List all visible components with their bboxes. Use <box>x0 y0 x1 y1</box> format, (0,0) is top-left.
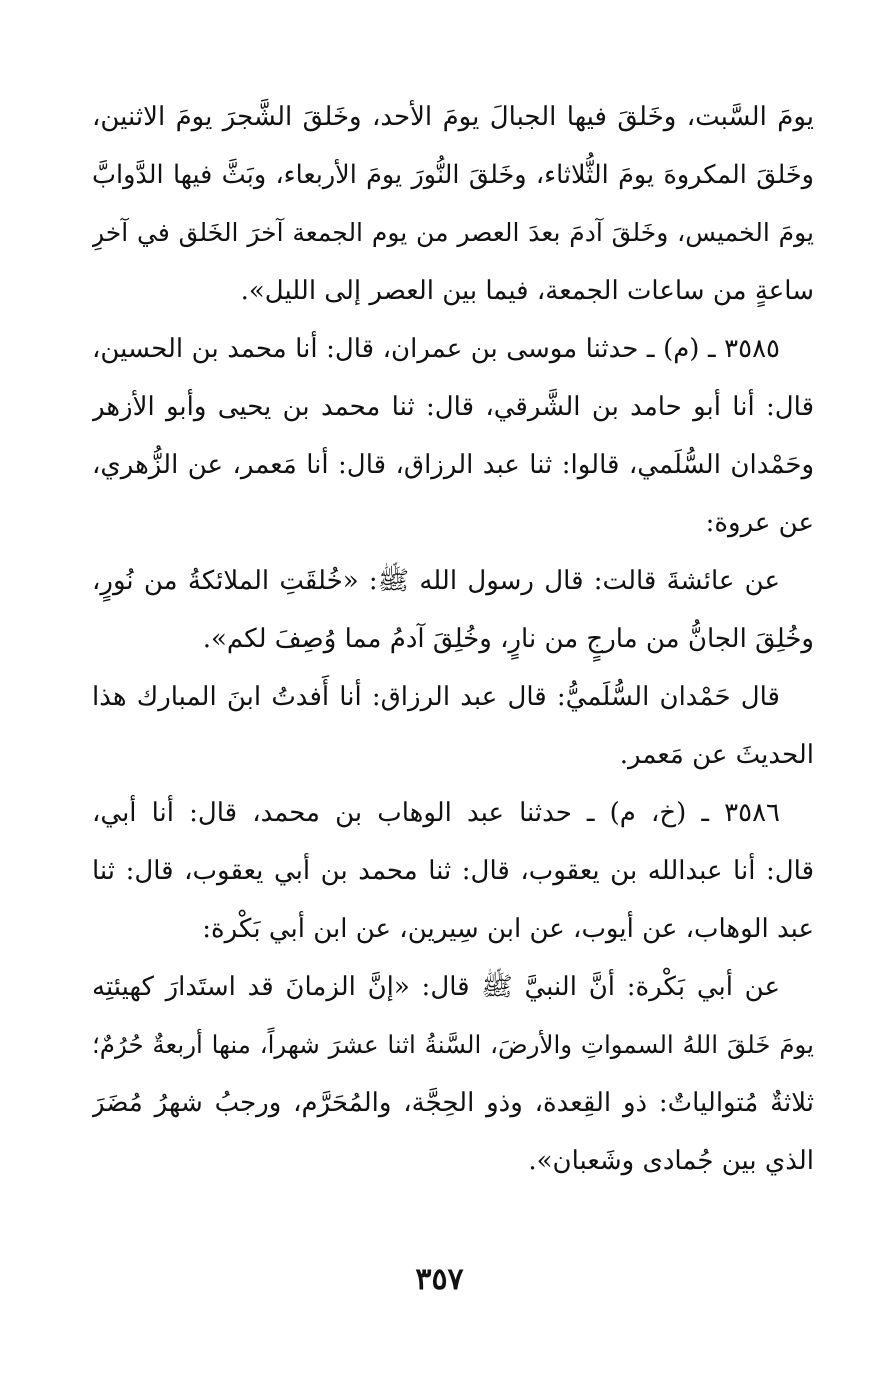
text-line: وخُلِقَ الجانُّ من مارجٍ من نارٍ، وخُلِقَ آدمُ مما وُصِفَ لكم». <box>202 624 814 654</box>
page-number: ٣٥٧ <box>415 1262 464 1297</box>
text-line: الحديثَ عن مَعمر. <box>619 740 814 770</box>
text-line: وحَمْدان السُّلَمي، قالوا: ثنا عبد الرزاق، قال: أنا مَعمر، عن الزُّهري، <box>92 450 814 480</box>
text-line: يومَ الخميس، وخَلقَ آدمَ بعدَ العصر من يوم الجمعة آخرَ الخَلق في آخرِ <box>92 218 814 247</box>
hadith-3586-header: ٣٥٨٦ ـ (خ، م) ـ حدثنا عبد الوهاب بن محمد، قال: أنا أبي، <box>92 798 780 828</box>
text-line: قال: أنا عبدالله بن يعقوب، قال: ثنا محمد بن أبي يعقوب، قال: ثنا <box>92 856 814 886</box>
text-line: عن عروة: <box>705 508 814 538</box>
text-line: ثلاثةٌ مُتوالياتٌ: ذو القِعدة، وذو الحِجَّة، والمُحَرَّم، ورجبُ شهرُ مُضَرَ <box>92 1088 814 1118</box>
text-line: عن أبي بَكْرة: أنَّ النبيَّ ﷺ قال: «إنَّ الزمانَ قد استَدارَ كهيئتِه <box>92 972 780 1002</box>
text-line: يومَ السَّبت، وخَلقَ فيها الجبالَ يومَ الأحد، وخَلقَ الشَّجرَ يومَ الاثنين، <box>92 102 814 132</box>
text-line: عبد الوهاب، عن أيوب، عن ابن سِيرين، عن ابن أبي بَكْرة: <box>202 914 814 944</box>
text-line: ساعةٍ من ساعات الجمعة، فيما بين العصر إلى الليل». <box>240 276 814 306</box>
text-line: عن عائشةَ قالت: قال رسول الله ﷺ: «خُلقَتِ الملائكةُ من نُورٍ، <box>92 566 780 596</box>
hadith-3585-header: ٣٥٨٥ ـ (م) ـ حدثنا موسى بن عمران، قال: أنا محمد بن الحسين، <box>92 334 780 364</box>
text-line: قال: أنا أبو حامد بن الشَّرقي، قال: ثنا محمد بن يحيى وأبو الأزهر <box>92 392 814 422</box>
text-line: الذي بين جُمادى وشَعبان». <box>528 1146 814 1176</box>
text-line: قال حَمْدان السُّلَميُّ: قال عبد الرزاق: أنا أَفدتُ ابنَ المبارك هذا <box>92 682 780 712</box>
page-body <box>92 88 814 1190</box>
text-line: وخَلقَ المكروهَ يومَ الثُّلاثاء، وخَلقَ النُّورَ يومَ الأربعاء، وبَثَّ فيها الدَّوابَّ <box>92 160 814 190</box>
text-line: يومَ خَلقَ اللهُ السمواتِ والأرضَ، السَّنةُ اثنا عشرَ شهراً، منها أربعةٌ حُرُمٌ؛ <box>92 1030 814 1059</box>
